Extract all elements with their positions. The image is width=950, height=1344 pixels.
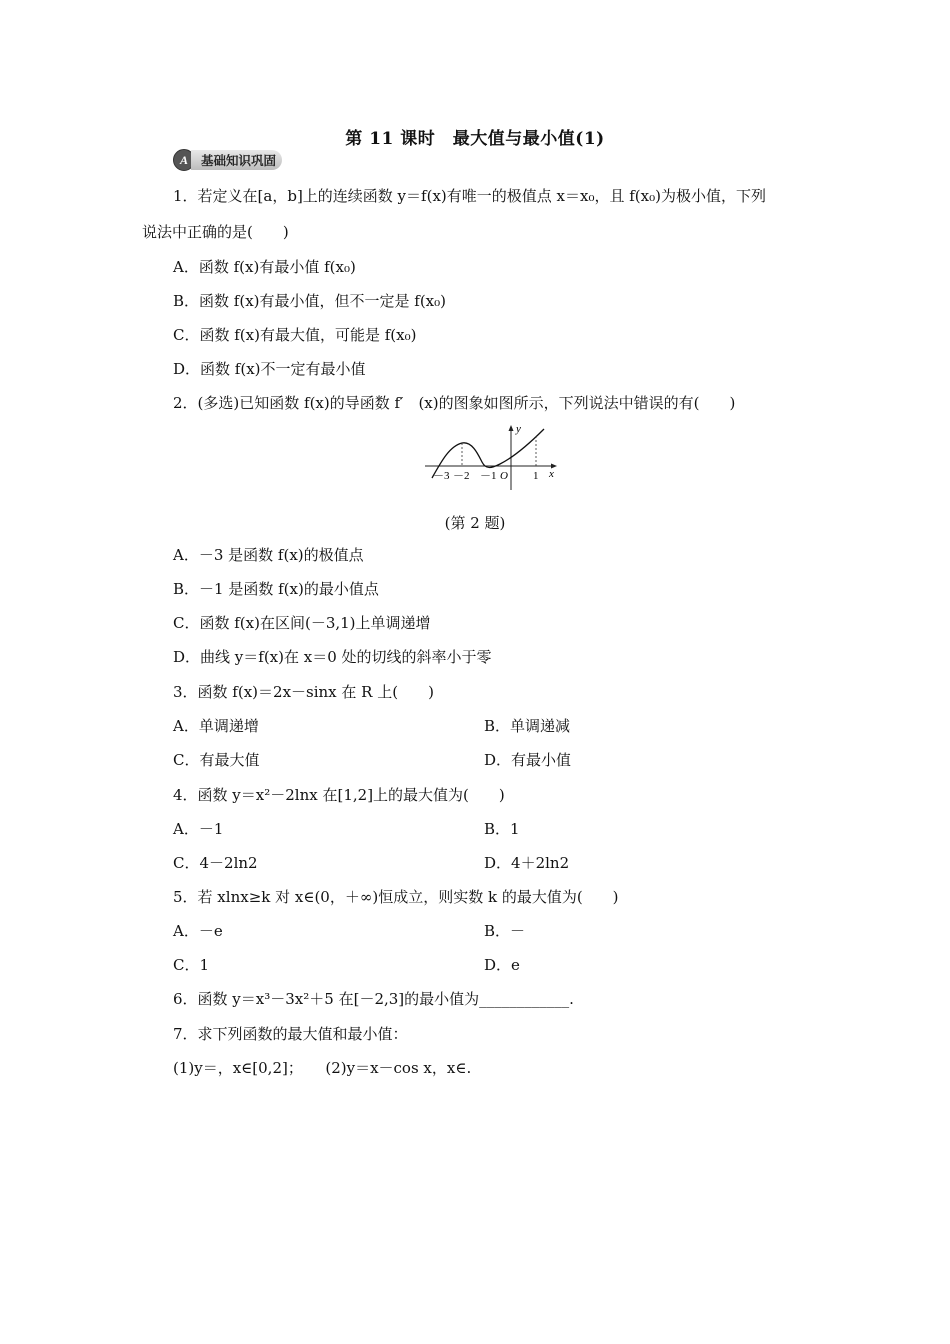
- tick-label-minus1: －1: [480, 470, 497, 482]
- q6-stem: 6．函数 y＝x³－3x²＋5 在[－2,3]的最小值为____________.: [173, 990, 574, 1008]
- q2-derivative-graph: [420, 420, 565, 492]
- section-badge-label: 基础知识巩固: [191, 150, 282, 170]
- q1-option-c: C．函数 f(x)有最大值，可能是 f(x₀): [173, 326, 417, 344]
- q4-option-b: B．1: [484, 820, 520, 838]
- tick-label-1: 1: [533, 470, 539, 482]
- q2-option-b: B．－1 是函数 f(x)的最小值点: [173, 580, 379, 598]
- q5-option-c: C．1: [173, 956, 210, 974]
- q4-option-d: D．4＋2ln2: [484, 854, 570, 872]
- q4-stem: 4．函数 y＝x²－2lnx 在[1,2]上的最大值为( ): [173, 786, 505, 804]
- q1-stem-line2: 说法中正确的是( ): [142, 223, 289, 241]
- q3-option-c: C．有最大值: [173, 751, 260, 769]
- q4-option-a: A．－1: [173, 820, 224, 838]
- section-badge: [173, 149, 282, 171]
- y-axis-label: y: [516, 423, 521, 435]
- q1-option-b: B．函数 f(x)有最小值，但不一定是 f(x₀): [173, 292, 447, 310]
- q2-option-c: C．函数 f(x)在区间(－3,1)上单调递增: [173, 614, 431, 632]
- q5-stem: 5．若 xlnx≥k 对 x∈(0，＋∞)恒成立，则实数 k 的最大值为( ): [173, 888, 619, 906]
- x-axis-label: x: [549, 468, 554, 480]
- letter-a-icon: A: [173, 149, 195, 171]
- q5-option-a: A．－e: [173, 922, 223, 940]
- q2-option-d: D．曲线 y＝f(x)在 x＝0 处的切线的斜率小于零: [173, 648, 492, 666]
- q3-stem: 3．函数 f(x)＝2x－sinx 在 R 上( ): [173, 683, 434, 701]
- q5-option-b: B．－: [484, 922, 526, 940]
- origin-label: O: [500, 470, 508, 482]
- q2-figure-caption: (第 2 题): [444, 514, 506, 532]
- q1-stem-line1: 1．若定义在[a，b]上的连续函数 y＝f(x)有唯一的极值点 x＝x₀，且 f(x₀)为极小值，下列: [173, 187, 766, 205]
- q3-option-b: B．单调递减: [484, 717, 571, 735]
- q7-parts: (1)y＝，x∈[0,2]； (2)y＝x－cos x，x∈.: [173, 1059, 472, 1077]
- q4-option-c: C．4－2ln2: [173, 854, 258, 872]
- q2-option-a: A．－3 是函数 f(x)的极值点: [173, 546, 364, 564]
- q2-stem: 2．(多选)已知函数 f(x)的导函数 f′ (x)的图象如图所示，下列说法中错误的有( ): [173, 394, 736, 412]
- q7-stem: 7．求下列函数的最大值和最小值：: [173, 1025, 408, 1043]
- q1-option-d: D．函数 f(x)不一定有最小值: [173, 360, 366, 378]
- q3-option-a: A．单调递增: [173, 717, 259, 735]
- tick-label-minus2: －2: [453, 470, 470, 482]
- page-title: 第 11 课时 最大值与最小值(1): [345, 129, 605, 149]
- q3-option-d: D．有最小值: [484, 751, 572, 769]
- q1-option-a: A．函数 f(x)有最小值 f(x₀): [173, 258, 356, 276]
- q5-option-d: D．e: [484, 956, 520, 974]
- tick-label-minus3: －3: [433, 470, 450, 482]
- y-axis-arrow: [509, 425, 514, 431]
